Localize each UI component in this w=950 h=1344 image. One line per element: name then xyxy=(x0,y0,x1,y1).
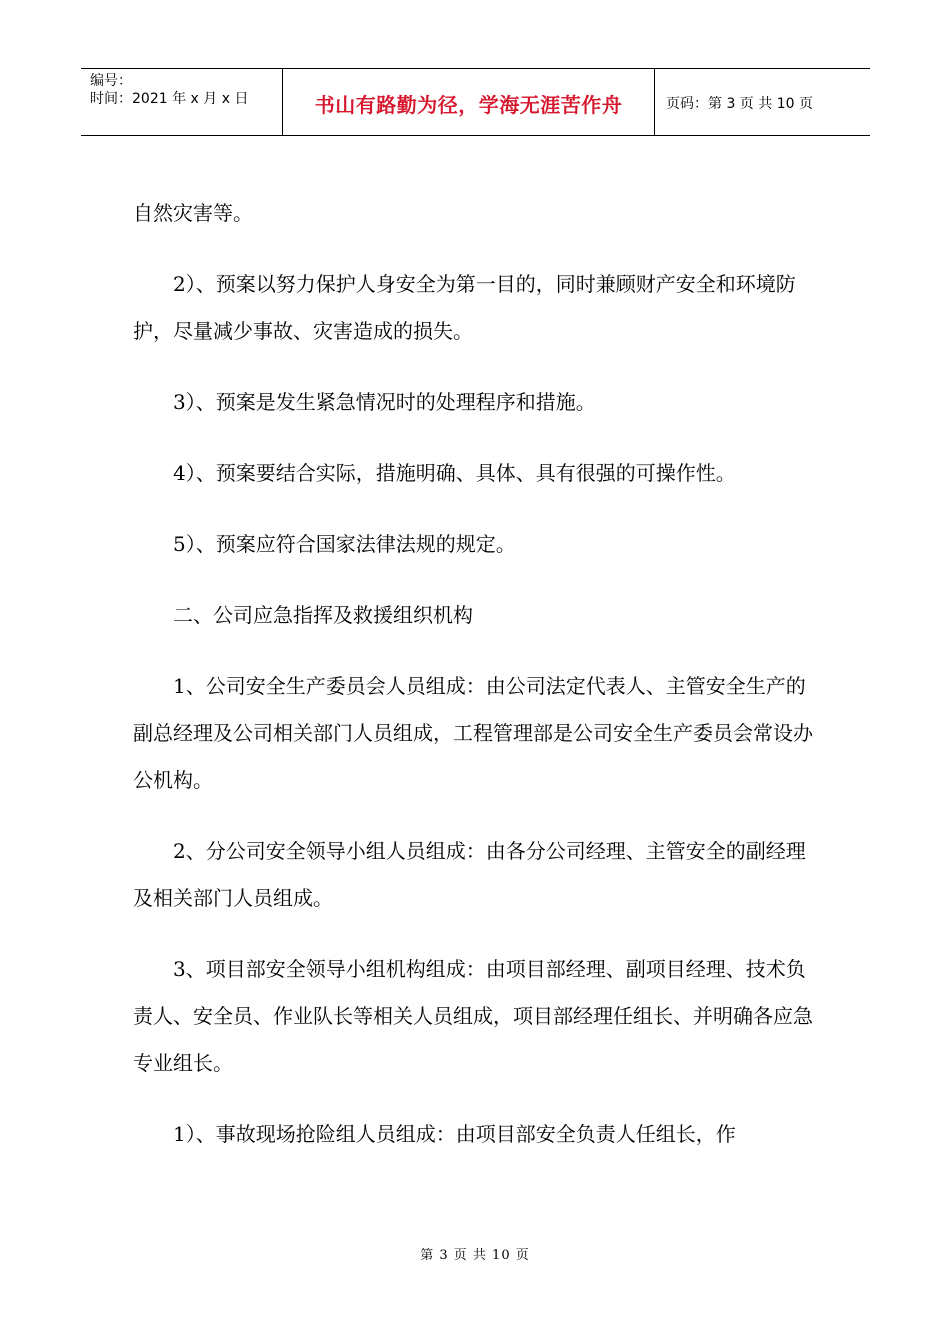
document-number-label: 编号： xyxy=(90,73,132,89)
paragraph-org-3: 3、项目部安全领导小组机构组成：由项目部经理、副项目经理、技术负责人、安全员、作业队长等相关人员组成，项目部经理任组长、并明确各应急专业组长。 xyxy=(133,957,813,1075)
document-header xyxy=(81,68,870,136)
paragraph-org-2: 2、分公司安全领导小组人员组成：由各分公司经理、主管安全的副经理及相关部门人员组成。 xyxy=(133,839,806,910)
paragraph-continuation: 自然灾害等。 xyxy=(133,201,253,225)
paragraph-item-3: 3）、预案是发生紧急情况时的处理程序和措施。 xyxy=(173,390,596,414)
document-body xyxy=(133,190,823,1182)
header-meta-cell xyxy=(81,69,283,135)
header-motto: 书山有路勤为径，学海无涯苦作舟 xyxy=(314,92,623,117)
header-page-cell xyxy=(655,69,870,135)
paragraph-item-4: 4）、预案要结合实际，措施明确、具体、具有很强的可操作性。 xyxy=(173,461,736,485)
header-motto-cell xyxy=(283,69,655,135)
page-footer: 第 3 页 共 10 页 xyxy=(420,1248,530,1263)
paragraph-item-2: 2）、预案以努力保护人身安全为第一目的，同时兼顾财产安全和环境防护，尽量减少事故、灾害造成的损失。 xyxy=(133,272,796,343)
header-page-label: 页码：第 3 页 共 10 页 xyxy=(666,96,813,112)
section-heading: 二、公司应急指挥及救援组织机构 xyxy=(173,603,473,627)
document-date-label: 时间：2021 年 x 月 x 日 xyxy=(90,91,249,107)
paragraph-subitem-1: 1）、事故现场抢险组人员组成：由项目部安全负责人任组长，作 xyxy=(173,1122,736,1146)
paragraph-item-5: 5）、预案应符合国家法律法规的规定。 xyxy=(173,532,516,556)
paragraph-org-1: 1、公司安全生产委员会人员组成：由公司法定代表人、主管安全生产的副总经理及公司相关部门人员组成，工程管理部是公司安全生产委员会常设办公机构。 xyxy=(133,674,813,792)
